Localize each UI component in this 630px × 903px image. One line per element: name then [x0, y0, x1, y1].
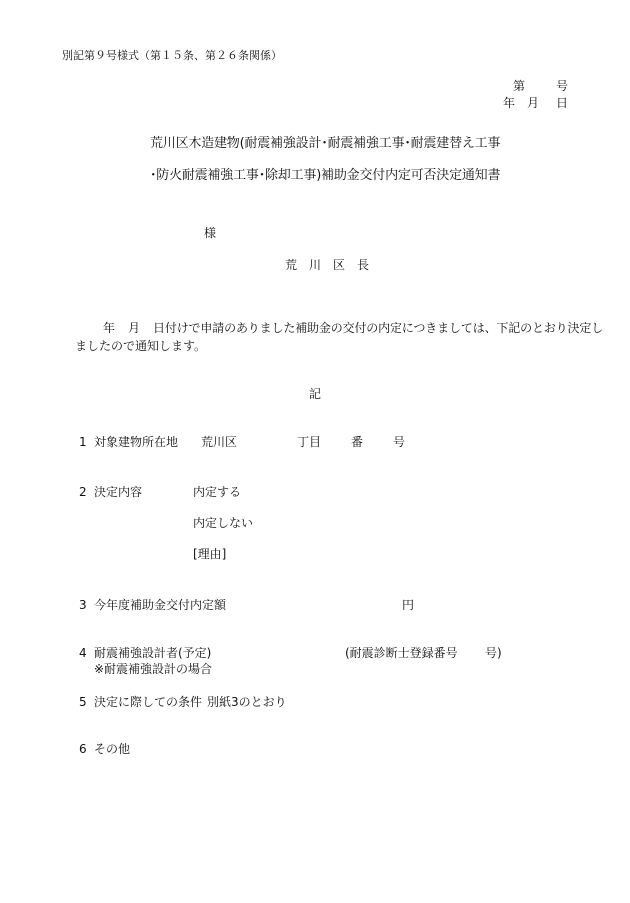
- item-1-label: 対象建物所在地: [94, 435, 179, 449]
- item-3-unit: 円: [402, 598, 415, 612]
- sender-name: 荒 川 区 長: [285, 258, 370, 272]
- title-line-1: 荒川区木造建物(耐震補強設計･耐震補強工事･耐震建替え工事: [150, 136, 501, 151]
- item-1-number: 1: [79, 435, 87, 449]
- item-4-note: ※耐震補強設計の場合: [94, 662, 213, 676]
- item-5-value: 別紙3のとおり: [207, 695, 287, 709]
- item-6-number: 6: [79, 742, 87, 756]
- form-label: 別記第９号様式（第１５条、第２６条関係）: [62, 49, 282, 62]
- item-5-label: 決定に際しての条件: [94, 695, 203, 709]
- item-1-ward: 荒川区: [201, 435, 238, 449]
- date-day: 日: [556, 96, 569, 110]
- doc-number-suffix: 号: [556, 79, 569, 93]
- body-line-2: ましたので通知します。: [75, 339, 207, 353]
- addressee-honorific: 様: [204, 226, 217, 240]
- body-line-1: 日付けで申請のありました補助金の交付の内定につきましては、下記のとおり決定し: [153, 321, 604, 335]
- item-4-registration-close: 号): [485, 646, 502, 660]
- item-5-number: 5: [79, 695, 87, 709]
- body-year: 年: [103, 321, 116, 335]
- doc-number-prefix: 第: [513, 79, 526, 93]
- item-4-label: 耐震補強設計者(予定): [94, 646, 212, 660]
- item-2-option-reject: 内定しない: [193, 516, 254, 530]
- date-month: 月: [527, 96, 540, 110]
- item-6-label: その他: [94, 742, 131, 756]
- ki-mark: 記: [309, 387, 322, 401]
- date-year: 年: [503, 96, 516, 110]
- item-2-label: 決定内容: [94, 485, 143, 499]
- title-line-2: ･防火耐震補強工事･除却工事)補助金交付内定可否決定通知書: [150, 168, 501, 183]
- item-4-registration-open: (耐震診断士登録番号: [345, 646, 458, 660]
- item-2-reason: [理由]: [193, 547, 227, 561]
- item-3-label: 今年度補助金交付内定額: [94, 598, 227, 612]
- item-1-ban: 番: [351, 435, 364, 449]
- item-2-option-approve: 内定する: [193, 485, 242, 499]
- body-month: 月: [128, 321, 141, 335]
- item-1-chome: 丁目: [297, 435, 322, 449]
- item-2-number: 2: [79, 485, 87, 499]
- item-4-number: 4: [79, 646, 87, 660]
- item-1-go: 号: [393, 435, 406, 449]
- item-3-number: 3: [79, 598, 87, 612]
